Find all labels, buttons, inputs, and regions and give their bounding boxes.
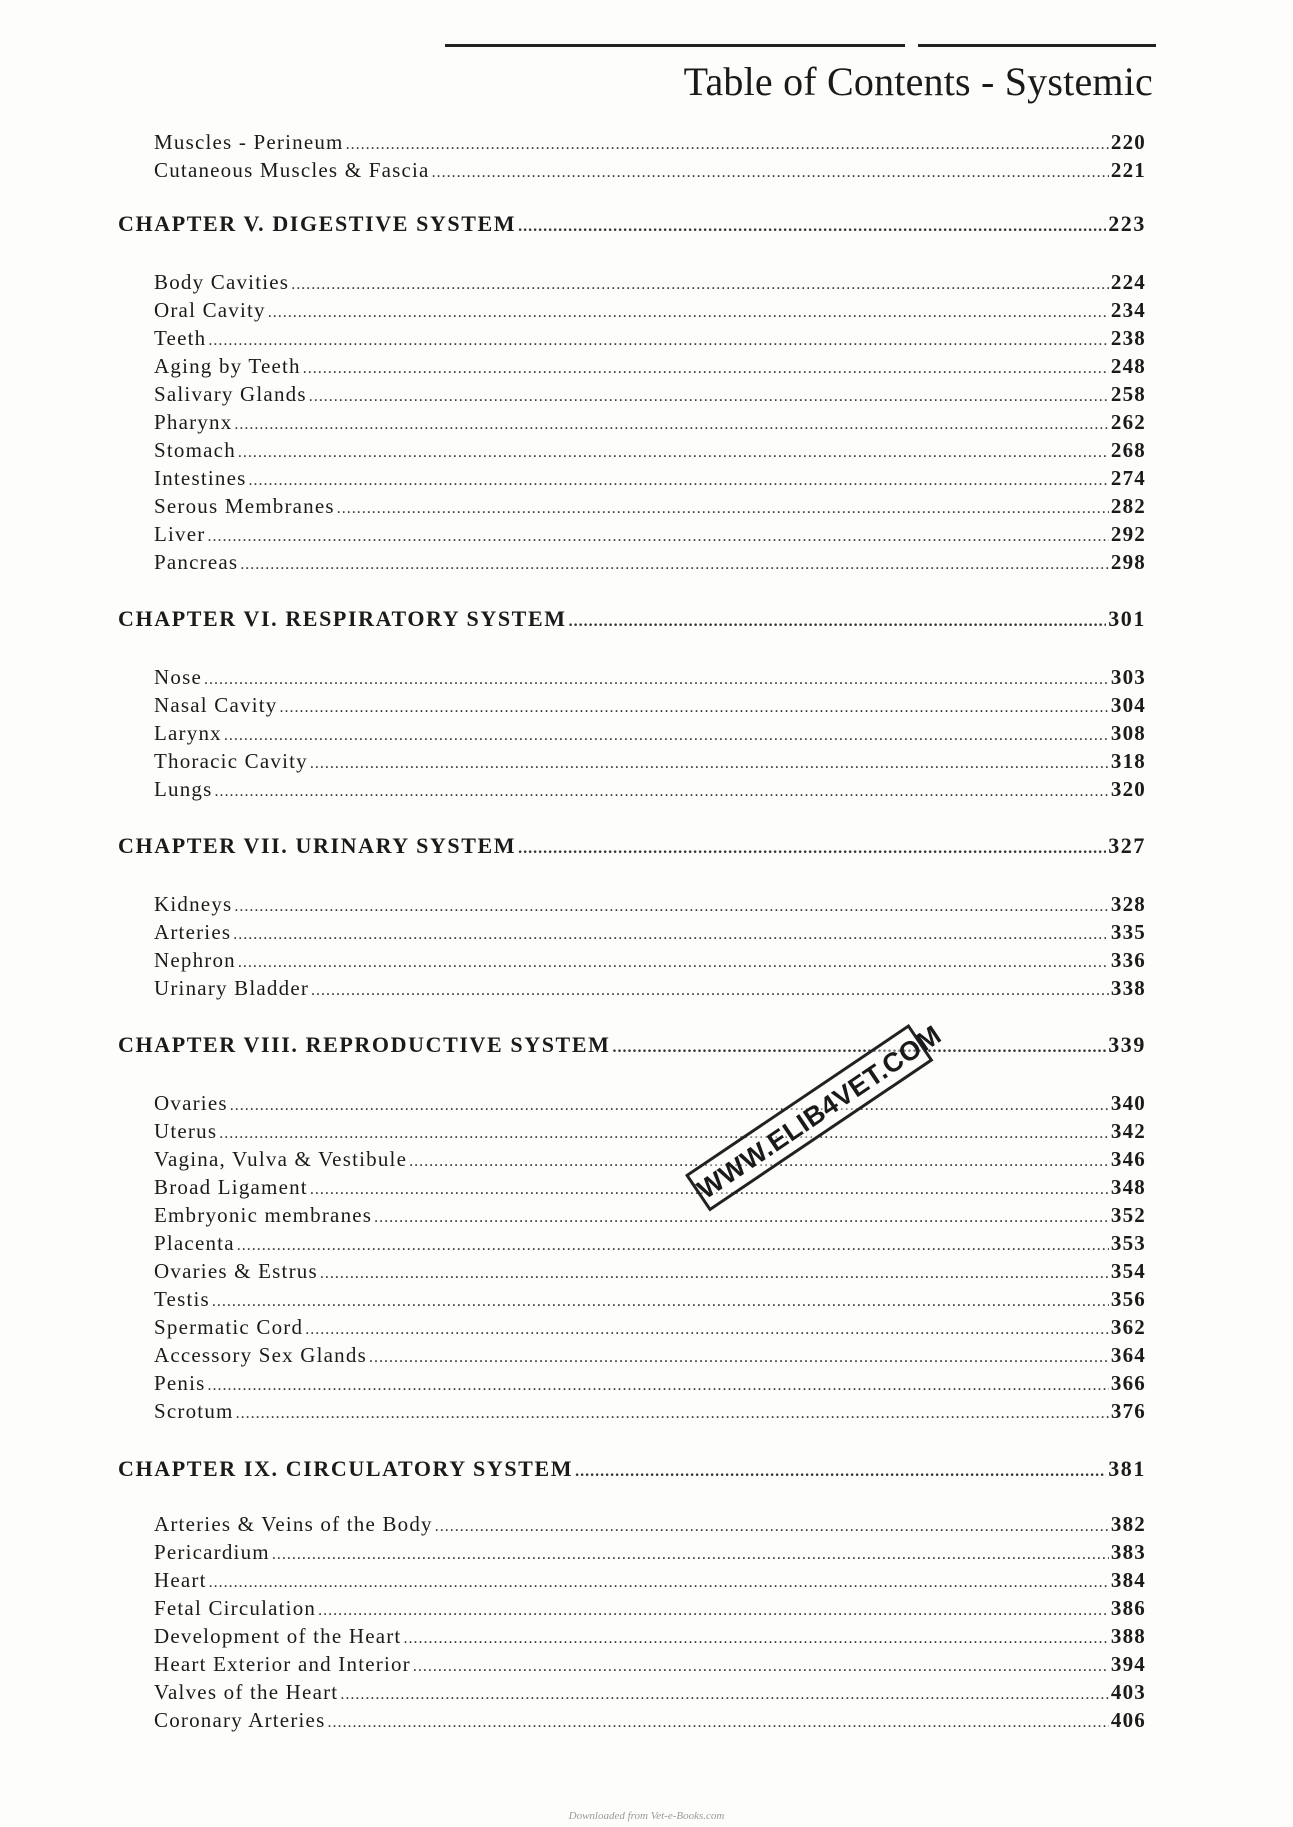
toc-chapter-row — [118, 1031, 1146, 1059]
toc-page-number: 335 — [1110, 920, 1146, 944]
toc-entry-title: Thoracic Cavity — [154, 749, 308, 773]
toc-page-number: 223 — [1108, 211, 1146, 236]
toc-entry-row — [154, 890, 1146, 918]
toc-entry-row — [154, 352, 1146, 380]
toc-dot-leader — [272, 1538, 1109, 1566]
toc-dot-leader — [236, 1397, 1109, 1425]
toc-page-number: 224 — [1110, 270, 1146, 294]
toc-page-number: 340 — [1110, 1091, 1146, 1115]
toc-entry-row — [154, 268, 1146, 296]
toc-entry-title: Larynx — [154, 721, 222, 745]
toc-entry-title: Cutaneous Muscles & Fascia — [154, 158, 430, 182]
toc-entry-row — [154, 1594, 1146, 1622]
toc-entry-title: Salivary Glands — [154, 382, 307, 406]
toc-entry-row — [154, 946, 1146, 974]
toc-dot-leader — [209, 1566, 1109, 1594]
toc-entry-row — [154, 1313, 1146, 1341]
toc-entry-title: Body Cavities — [154, 270, 290, 294]
toc-entry-title: Heart — [154, 1568, 207, 1592]
toc-entry-title: Pericardium — [154, 1540, 270, 1564]
toc-dot-leader — [234, 408, 1108, 436]
toc-entry-row — [154, 719, 1146, 747]
toc-dot-leader — [215, 775, 1109, 803]
toc-chapter-row — [118, 1455, 1146, 1483]
toc-page-number: 303 — [1110, 665, 1146, 689]
toc-page-number: 381 — [1108, 1456, 1146, 1481]
toc-dot-leader — [374, 1201, 1109, 1229]
toc-page-number: 356 — [1110, 1287, 1146, 1311]
toc-page-number: 403 — [1110, 1680, 1146, 1704]
toc-page-number: 238 — [1110, 326, 1146, 350]
toc-entry-row — [154, 1117, 1146, 1145]
toc-entry-row — [154, 1678, 1146, 1706]
toc-entry-row — [154, 663, 1146, 691]
toc-entry-row — [154, 1622, 1146, 1650]
toc-page-number: 376 — [1110, 1399, 1146, 1423]
toc-entry-row — [154, 296, 1146, 324]
toc-page-number: 354 — [1110, 1259, 1146, 1283]
toc-entry-row — [154, 1257, 1146, 1285]
toc-dot-leader — [219, 1117, 1109, 1145]
watermark-stamp: WWW.ELIB4VET.COM — [685, 1024, 933, 1211]
toc-entry-title: Placenta — [154, 1231, 235, 1255]
toc-entry-row — [154, 974, 1146, 1002]
toc-page-number: 366 — [1110, 1371, 1146, 1395]
toc-page-number: 298 — [1110, 550, 1146, 574]
toc-page-number: 318 — [1110, 749, 1146, 773]
toc-dot-leader — [310, 747, 1109, 775]
toc-page-number: 320 — [1110, 777, 1146, 801]
toc-entry-row — [154, 747, 1146, 775]
toc-dot-leader — [337, 492, 1109, 520]
toc-entry-row — [154, 408, 1146, 436]
toc-page-number: 394 — [1110, 1652, 1146, 1676]
toc-entry-title: Pharynx — [154, 410, 233, 434]
toc-entry-title: Arteries — [154, 920, 232, 944]
toc-dot-leader — [432, 156, 1109, 184]
toc-entry-row — [154, 1201, 1146, 1229]
toc-dot-leader — [208, 324, 1109, 352]
toc-entry-title: Kidneys — [154, 892, 233, 916]
toc-entry-row — [154, 1538, 1146, 1566]
toc-entry-title: Heart Exterior and Interior — [154, 1652, 411, 1676]
toc-page-number: 406 — [1110, 1708, 1146, 1732]
toc-entry-row — [154, 1510, 1146, 1538]
toc-dot-leader — [268, 296, 1109, 324]
toc-page-number: 292 — [1110, 522, 1146, 546]
toc-dot-leader — [279, 691, 1108, 719]
toc-dot-leader — [208, 1369, 1109, 1397]
toc-entry-row — [154, 1566, 1146, 1594]
toc-entry-row — [154, 1145, 1146, 1173]
toc-page-number: 268 — [1110, 438, 1146, 462]
toc-entry-title: Ovaries & Estrus — [154, 1259, 318, 1283]
toc-dot-leader — [230, 1089, 1109, 1117]
toc-chapter-title: CHAPTER VI. RESPIRATORY SYSTEM — [118, 606, 567, 631]
toc-dot-leader — [207, 520, 1108, 548]
toc-chapter-title: CHAPTER V. DIGESTIVE SYSTEM — [118, 211, 517, 236]
toc-dot-leader — [233, 918, 1109, 946]
toc-dot-leader — [340, 1678, 1109, 1706]
toc-entry-row — [154, 436, 1146, 464]
toc-entry-row — [154, 918, 1146, 946]
toc-dot-leader — [237, 1229, 1109, 1257]
toc-entry-title: Serous Membranes — [154, 494, 335, 518]
toc-entry-row — [154, 1089, 1146, 1117]
toc-chapter-row — [118, 832, 1146, 860]
toc-page-number: 327 — [1108, 833, 1146, 858]
toc-dot-leader — [575, 1455, 1106, 1483]
toc-page-number: 339 — [1108, 1032, 1146, 1057]
toc-entry-title: Scrotum — [154, 1399, 234, 1423]
toc-entry-row — [154, 1341, 1146, 1369]
toc-dot-leader — [403, 1622, 1108, 1650]
toc-dot-leader — [309, 380, 1109, 408]
toc-page-number: 336 — [1110, 948, 1146, 972]
toc-entry-title: Arteries & Veins of the Body — [154, 1512, 433, 1536]
toc-entry-title: Intestines — [154, 466, 247, 490]
toc-dot-leader — [204, 663, 1109, 691]
toc-entry-row — [154, 156, 1146, 184]
toc-entry-title: Uterus — [154, 1119, 218, 1143]
toc-dot-leader — [518, 210, 1106, 238]
toc-dot-leader — [612, 1031, 1106, 1059]
toc-page-number: 364 — [1110, 1343, 1146, 1367]
toc-dot-leader — [346, 128, 1109, 156]
toc-entry-row — [154, 380, 1146, 408]
toc-dot-leader — [320, 1257, 1109, 1285]
toc-entry-title: Stomach — [154, 438, 236, 462]
toc-dot-leader — [248, 464, 1108, 492]
toc-page-number: 338 — [1110, 976, 1146, 1000]
toc-dot-leader — [240, 548, 1109, 576]
toc-entry-row — [154, 1173, 1146, 1201]
toc-page-number: 221 — [1110, 158, 1146, 182]
toc-entry-row — [154, 691, 1146, 719]
toc-dot-leader — [311, 974, 1109, 1002]
toc-page-number: 220 — [1110, 130, 1146, 154]
toc-entry-title: Muscles - Perineum — [154, 130, 344, 154]
toc-entry-title: Accessory Sex Glands — [154, 1343, 367, 1367]
toc-chapter-title: CHAPTER VII. URINARY SYSTEM — [118, 833, 517, 858]
toc-dot-leader — [238, 946, 1109, 974]
toc-page-number: 353 — [1110, 1231, 1146, 1255]
toc-page-number: 328 — [1110, 892, 1146, 916]
toc-entry-row — [154, 1369, 1146, 1397]
toc-page-number: 386 — [1110, 1596, 1146, 1620]
toc-page-number: 262 — [1110, 410, 1146, 434]
toc-page-number: 308 — [1110, 721, 1146, 745]
toc-entry-row — [154, 128, 1146, 156]
toc-entry-title: Nasal Cavity — [154, 693, 278, 717]
toc-entry-title: Nephron — [154, 948, 236, 972]
toc-entry-title: Testis — [154, 1287, 210, 1311]
toc-page-number: 234 — [1110, 298, 1146, 322]
toc-dot-leader — [291, 268, 1109, 296]
toc-entry-row — [154, 1397, 1146, 1425]
footer-source-note: Downloaded from Vet-e-Books.com — [568, 1810, 725, 1822]
toc-dot-leader — [318, 1594, 1109, 1622]
toc-entry-title: Development of the Heart — [154, 1624, 402, 1648]
toc-dot-leader — [327, 1706, 1108, 1734]
toc-dot-leader — [224, 719, 1109, 747]
toc-page-number: 258 — [1110, 382, 1146, 406]
toc-page-number: 301 — [1108, 606, 1146, 631]
toc-page-number: 383 — [1110, 1540, 1146, 1564]
toc-page-number: 248 — [1110, 354, 1146, 378]
toc-entry-title: Lungs — [154, 777, 213, 801]
toc-entry-row — [154, 548, 1146, 576]
toc-chapter-row — [118, 210, 1146, 238]
toc-entry-title: Nose — [154, 665, 202, 689]
toc-entry-title: Valves of the Heart — [154, 1680, 339, 1704]
toc-entry-title: Oral Cavity — [154, 298, 266, 322]
toc-dot-leader — [305, 1313, 1109, 1341]
toc-entry-title: Ovaries — [154, 1091, 228, 1115]
toc-page-number: 348 — [1110, 1175, 1146, 1199]
toc-entry-title: Urinary Bladder — [154, 976, 310, 1000]
toc-entry-title: Broad Ligament — [154, 1175, 308, 1199]
toc-page-number: 384 — [1110, 1568, 1146, 1592]
toc-dot-leader — [569, 605, 1107, 633]
toc-entry-row — [154, 520, 1146, 548]
toc-dot-leader — [212, 1285, 1109, 1313]
toc-dot-leader — [413, 1650, 1109, 1678]
toc-entry-row — [154, 1650, 1146, 1678]
toc-entry-title: Spermatic Cord — [154, 1315, 304, 1339]
toc-dot-leader — [238, 436, 1109, 464]
toc-entry-row — [154, 492, 1146, 520]
toc-entry-title: Pancreas — [154, 550, 239, 574]
toc-entry-row — [154, 464, 1146, 492]
toc-entry-title: Penis — [154, 1371, 206, 1395]
toc-chapter-title: CHAPTER VIII. REPRODUCTIVE SYSTEM — [118, 1032, 611, 1057]
toc-chapter-title: CHAPTER IX. CIRCULATORY SYSTEM — [118, 1456, 574, 1481]
toc-page-number: 388 — [1110, 1624, 1146, 1648]
toc-entry-title: Liver — [154, 522, 206, 546]
toc-page-number: 362 — [1110, 1315, 1146, 1339]
page-title: Table of Contents - Systemic — [683, 59, 1153, 104]
toc-page-number: 304 — [1110, 693, 1146, 717]
toc-entry-row — [154, 1706, 1146, 1734]
toc-entry-title: Vagina, Vulva & Vestibule — [154, 1147, 408, 1171]
toc-entry-row — [154, 1285, 1146, 1313]
toc-page-number: 342 — [1110, 1119, 1146, 1143]
toc-dot-leader — [234, 890, 1108, 918]
toc-entry-title: Aging by Teeth — [154, 354, 301, 378]
toc-entry-row — [154, 324, 1146, 352]
toc-chapter-row — [118, 605, 1146, 633]
toc-entry-title: Coronary Arteries — [154, 1708, 326, 1732]
toc-dot-leader — [518, 832, 1106, 860]
toc-entry-title: Fetal Circulation — [154, 1596, 317, 1620]
toc-dot-leader — [435, 1510, 1109, 1538]
toc-dot-leader — [303, 352, 1109, 380]
toc-page-number: 274 — [1110, 466, 1146, 490]
toc-page-number: 346 — [1110, 1147, 1146, 1171]
toc-entry-title: Embryonic membranes — [154, 1203, 373, 1227]
toc-entry-row — [154, 775, 1146, 803]
toc-entry-row — [154, 1229, 1146, 1257]
toc-dot-leader — [369, 1341, 1109, 1369]
toc-entry-title: Teeth — [154, 326, 207, 350]
toc-page-number: 282 — [1110, 494, 1146, 518]
toc-page-number: 352 — [1110, 1203, 1146, 1227]
toc-page-number: 382 — [1110, 1512, 1146, 1536]
